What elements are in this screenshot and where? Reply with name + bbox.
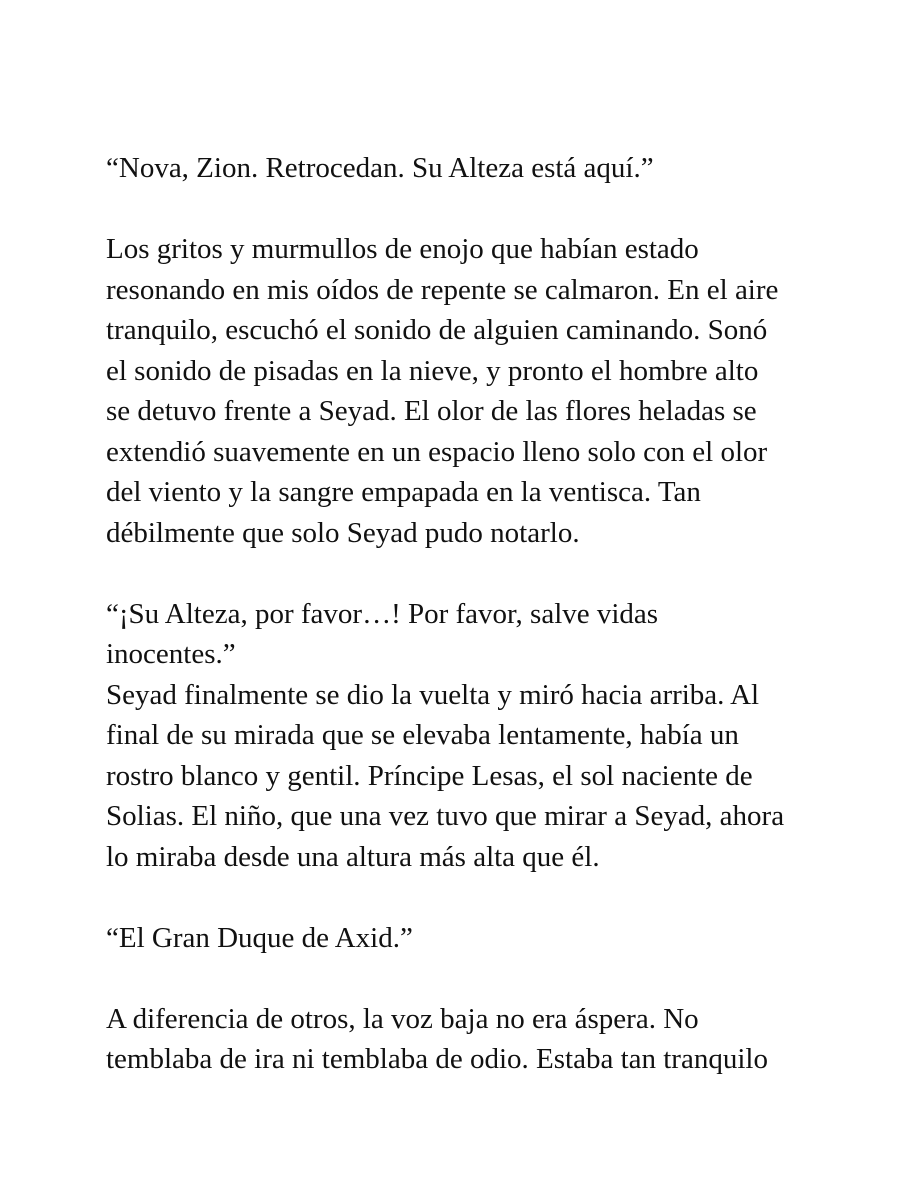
paragraph-1 — [106, 148, 806, 189]
text-line: del viento y la sangre empapada en la ventisca. Tan — [106, 476, 701, 508]
text-line: resonando en mis oídos de repente se calmaron. En el aire — [106, 273, 779, 306]
paragraph-gap — [106, 958, 806, 999]
text-line: final de su mirada que se elevaba lentamente, había un — [106, 719, 739, 751]
paragraph-3 — [106, 594, 806, 878]
paragraph-gap — [106, 877, 806, 918]
text-line: débilmente que solo Seyad pudo notarlo. — [106, 516, 580, 549]
text-line: el sonido de pisadas en la nieve, y pronto el hombre alto — [106, 354, 759, 387]
text-line: Seyad finalmente se dio la vuelta y miró hacia arriba. Al — [106, 678, 760, 711]
text-line: se detuvo frente a Seyad. El olor de las flores heladas se — [106, 395, 757, 427]
paragraph-5 — [106, 999, 806, 1080]
text-line: “Nova, Zion. Retrocedan. Su Alteza está aquí.” — [106, 152, 654, 184]
text-line: tranquilo, escuchó el sonido de alguien caminando. Sonó — [106, 314, 768, 346]
text-line: Solias. El niño, que una vez tuvo que mirar a Seyad, ahora — [106, 800, 785, 832]
paragraph-gap — [106, 553, 806, 594]
text-line: temblaba de ira ni temblaba de odio. Estaba tan tranquilo — [106, 1043, 768, 1075]
text-line: Los gritos y murmullos de enojo que habían estado — [106, 233, 699, 265]
text-line: rostro blanco y gentil. Príncipe Lesas, el sol naciente de — [106, 759, 753, 792]
text-line: “El Gran Duque de Axid.” — [106, 921, 413, 954]
text-line: lo miraba desde una altura más alta que él. — [106, 840, 600, 873]
paragraph-4 — [106, 918, 806, 959]
text-line: “¡Su Alteza, por favor…! Por favor, salve vidas — [106, 597, 659, 630]
text-line: inocentes.” — [106, 638, 236, 670]
text-line: A diferencia de otros, la voz baja no era áspera. No — [106, 1002, 699, 1035]
paragraph-2 — [106, 229, 806, 553]
paragraph-gap — [106, 189, 806, 230]
text-line: extendió suavemente en un espacio lleno solo con el olor — [106, 435, 768, 468]
body-text — [106, 148, 806, 1080]
